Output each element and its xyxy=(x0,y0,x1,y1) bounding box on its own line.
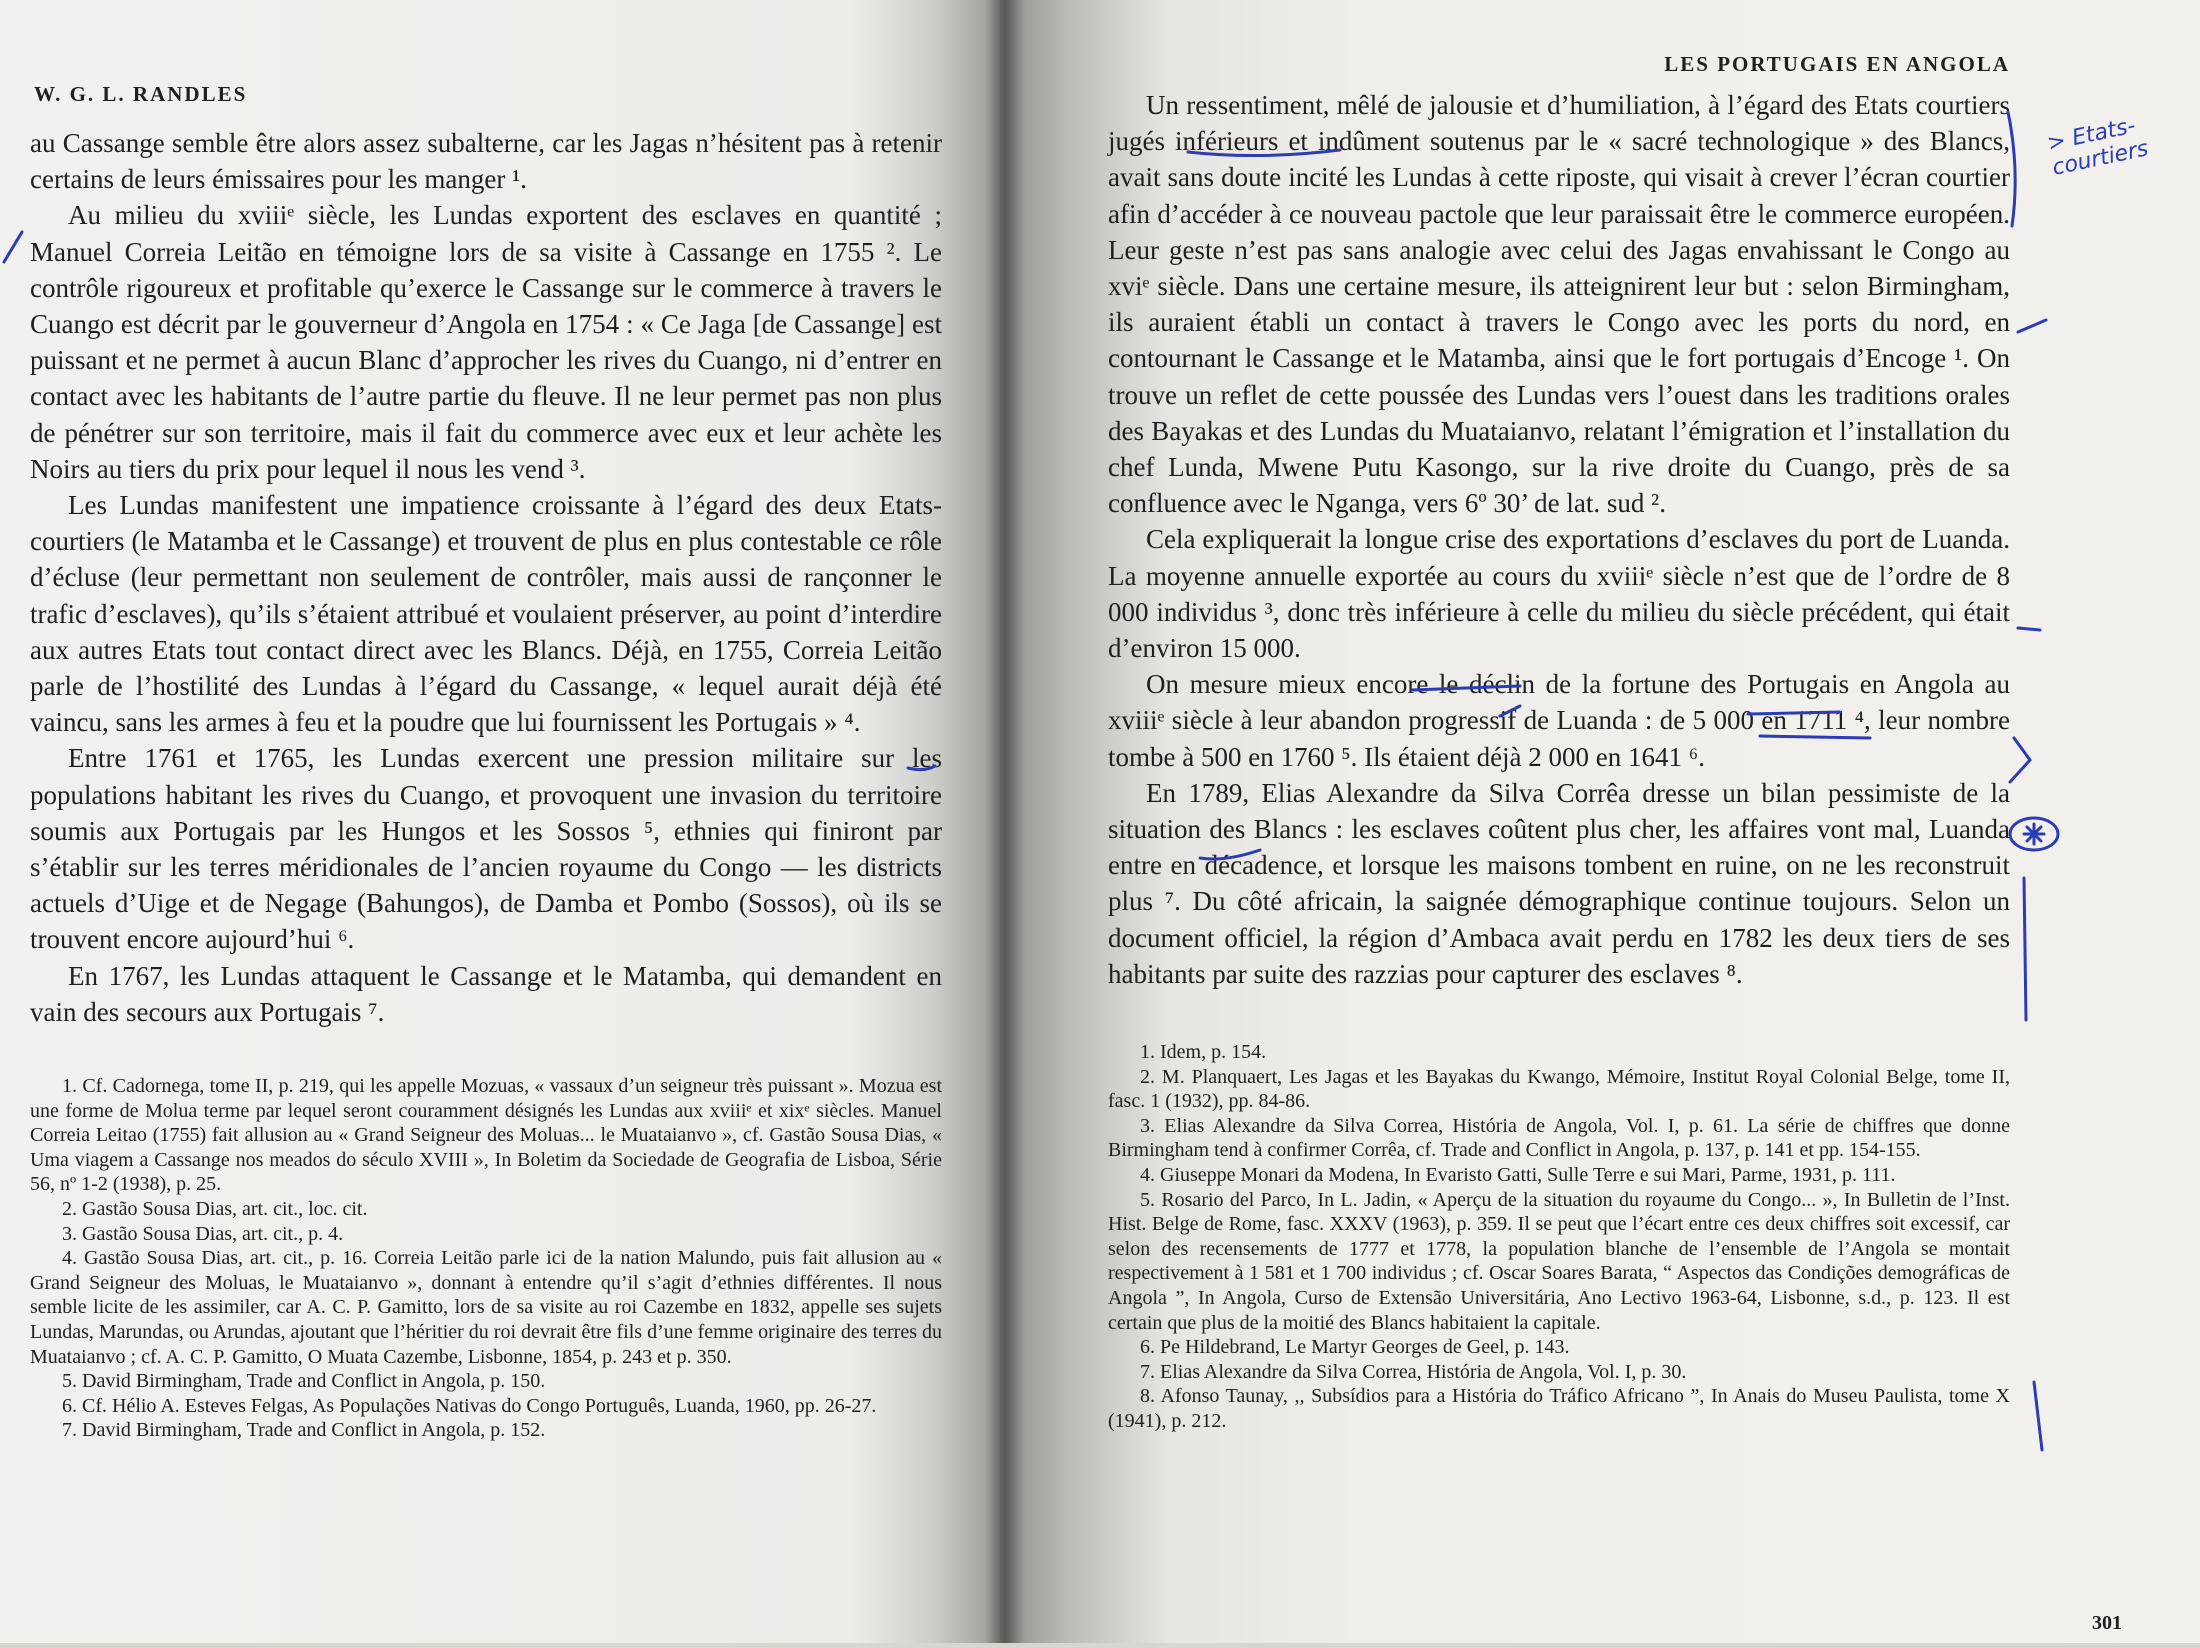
right-footnote-6: 6. Pe Hildebrand, Le Martyr Georges de Geel, p. 143. xyxy=(1140,1336,1570,1359)
left-paragraph-2: Au milieu du xviiiᵉ siècle, les Lundas exportent des esclaves en quantité ; Manuel Correia Leitão en témoigne lors de sa visite à Cassange en 1755 ². Le contrôle rigoureux et profitable qu’exerce le Cassange sur le commerce à travers le Cuango est décrit par le gouverneur d’Angola en 1754 : « Ce Jaga [de Cassange] est puissant et ne permet à aucun Blanc d’approcher les rives du Cuango, ni d’entrer en contact avec les habitants de l’autre partie du fleuve. Il ne leur permet pas non plus de pénétrer sur son territoire, mais il fait du commerce avec eux et leur achète les Noirs au tiers du prix pour lequel il nous les vend ³. xyxy=(30,200,942,484)
right-footnote-3: 3. Elias Alexandre da Silva Correa, História de Angola, Vol. I, p. 61. La série de chiffres que donne Birmingham tend à confirmer Corrêa, cf. Trade and Conflict in Angola, p. 137, p. 141 et pp. 154-155. xyxy=(1108,1114,2010,1162)
left-footnotes xyxy=(30,1074,942,1443)
right-running-head: LES PORTUGAIS EN ANGOLA xyxy=(1664,52,2010,76)
right-paragraph-2: Cela expliquerait la longue crise des exportations d’esclaves du port de Luanda. La moyenne annuelle exportée au cours du xviiiᵉ siècle n’est que de l’ordre de 8 000 individus ³, donc très inférieure à celle du milieu du siècle précédent, qui était d’environ 15 000. xyxy=(1108,524,2010,664)
right-body-text xyxy=(1108,87,2010,992)
left-footnote-1: 1. Cf. Cadornega, tome II, p. 219, qui les appelle Mozuas, « vassaux d’un seigneur très puissant ». Mozua est une forme de Molua terme par lequel seront couramment désignés les Lundas aux xviiiᵉ et xixᵉ siècles. Manuel Correia Leitao (1755) fait allusion au « Grand Seigneur des Moluas... le Muataianvo », cf. Gastão Sousa Dias, « Uma viagem a Cassange nos meados do século XVIII », In Boletim da Sociedade de Geografia de Lisboa, Série 56, nº 1-2 (1938), p. 25. xyxy=(30,1075,942,1196)
left-footnote-2: 2. Gastão Sousa Dias, art. cit., loc. cit. xyxy=(62,1198,368,1221)
left-paragraph-5: En 1767, les Lundas attaquent le Cassange et le Matamba, qui demandent en vain des secours aux Portugais ⁷. xyxy=(30,960,942,1027)
right-footnote-5: 5. Rosario del Parco, In L. Jadin, « Aperçu de la situation du royaume du Congo... », In Bulletin de l’Inst. Hist. Belge de Rome, fasc. XXXV (1963), p. 359. Il se peut que l’écart entre ces deux chiffres soit excessif, car selon des recensements de 1777 et 1778, la population blanche de l’ensemble de l’Angola se montait respectivement à 1 581 et 1 700 individus ; cf. Oscar Soares Barata, “ Aspectos das Condições demográficas de Angola ”, In Angola, Curso de Extensão Universitária, Ano Lectivo 1963-64, Lisbonne, s.d., p. 123. Il est certain que plus de la moitié des Blancs habitaient la capitale. xyxy=(1108,1188,2010,1334)
left-footnote-7: 7. David Birmingham, Trade and Conflict in Angola, p. 152. xyxy=(62,1419,546,1442)
right-footnote-2: 2. M. Planquaert, Les Jagas et les Bayakas du Kwango, Mémoire, Institut Royal Colonial Belge, tome II, fasc. 1 (1932), pp. 84-86. xyxy=(1108,1065,2010,1113)
right-footnote-4: 4. Giuseppe Monari da Modena, In Evaristo Gatti, Sulle Terre e sui Mari, Parme, 1931, p. 111. xyxy=(1140,1164,1896,1187)
left-paragraph-3: Les Lundas manifestent une impatience croissante à l’égard des deux Etats-courtiers (le Matamba et le Cassange) et trouvent de plus en plus contestable ce rôle d’écluse (leur permettant non seulement de contrôler, mais aussi de rançonner le trafic d’esclaves), qu’ils s’étaient attribué et voulaient préserver, au point d’interdire aux autres Etats tout contact direct avec les Blancs. Déjà, en 1755, Correia Leitão parle de l’hostilité des Lundas à l’égard du Cassange, « lequel aurait déjà été vaincu, sans les armes à feu et la poudre que lui fournissent les Portugais » ⁴. xyxy=(30,490,942,738)
left-footnote-6: 6. Cf. Hélio A. Esteves Felgas, As Populações Nativas do Congo Português, Luanda, 1960, pp. 26-27. xyxy=(62,1394,877,1417)
left-paragraph-4: Entre 1761 et 1765, les Lundas exercent une pression militaire sur les populations habitant les rives du Cuango, et provoquent une invasion du territoire soumis aux Portugais par les Hungos et les Sossos ⁵, ethnies qui finiront par s’établir sur les terres méridionales de l’ancien royaume du Congo — les districts actuels d’Uige et de Negage (Bahungos), de Damba et Pombo (Sossos), où ils se trouvent encore aujourd’hui ⁶. xyxy=(30,743,942,955)
left-paragraph-1: au Cassange semble être alors assez subalterne, car les Jagas n’hésitent pas à retenir certains de leurs émissaires pour les manger ¹. xyxy=(30,128,942,195)
right-page xyxy=(1000,0,2200,1643)
right-paragraph-3: On mesure mieux encore le déclin de la fortune des Portugais en Angola au xviiiᵉ siècle à leur abandon progressif de Luanda : de 5 000 en 1711 ⁴, leur nombre tombe à 500 en 1760 ⁵. Ils étaient déjà 2 000 en 1641 ⁶. xyxy=(1108,669,2010,772)
right-footnote-8: 8. Afonso Taunay, ,, Subsídios para a História do Tráfico Africano ”, In Anais do Museu Paulista, tome X (1941), p. 212. xyxy=(1108,1385,2010,1432)
page-number: 301 xyxy=(2092,1612,2122,1634)
left-footnote-3: 3. Gastão Sousa Dias, art. cit., p. 4. xyxy=(62,1222,344,1245)
book-gutter-shadow xyxy=(985,0,1025,1643)
right-footnote-1: 1. Idem, p. 154. xyxy=(1140,1041,1267,1064)
right-footnotes xyxy=(1108,1040,2010,1434)
right-paragraph-4: En 1789, Elias Alexandre da Silva Corrêa dresse un bilan pessimiste de la situation des Blancs : les esclaves coûtent plus cher, les affaires vont mal, Luanda entre en décadence, et lorsque les maisons tombent en ruine, on ne les reconstruit plus ⁷. Du côté africain, la saignée démographique continue toujours. Selon un document officiel, la région d’Ambaca avait perdu en 1782 les deux tiers de ses habitants par suite des razzias pour capturer des esclaves ⁸. xyxy=(1108,777,2010,989)
left-body-text xyxy=(30,125,942,1030)
right-paragraph-1: Un ressentiment, mêlé de jalousie et d’humiliation, à l’égard des Etats courtiers jugés inférieurs et indûment soutenus par le « sacré technologique » des Blancs, avait sans doute incité les Lundas à cette riposte, qui visait à crever l’écran courtier afin d’accéder à ce nouveau pactole que leur paraissait être le commerce européen. Leur geste n’est pas sans analogie avec celui des Jagas envahissant le Congo au xviᵉ siècle. Dans une certaine mesure, ils atteignirent leur but : selon Birmingham, ils auraient établi un contact à travers le Congo avec les ports du nord, en contournant le Cassange et le Matamba, ainsi que le fort portugais d’Encoge ¹. On trouve un reflet de cette poussée des Lundas vers l’ouest dans les traditions orales des Bayakas et des Lundas du Muataianvo, relatant l’émigration et l’installation du chef Lunda, Mwene Putu Kasongo, sur la rive droite du Cuango, près de sa confluence avec le Nganga, vers 6º 30’ de lat. sud ². xyxy=(1108,90,2010,519)
margin-note-etats-courtiers: > Etats-courtiers xyxy=(2045,113,2151,181)
right-footnote-7: 7. Elias Alexandre da Silva Correa, História de Angola, Vol. I, p. 30. xyxy=(1140,1360,1687,1383)
left-footnote-4: 4. Gastão Sousa Dias, art. cit., p. 16. Correia Leitão parle ici de la nation Malundo, puis fait allusion au « Grand Seigneur des Moluas, le Muataianvo », donnant à entendre qu’il s’agit d’ethnies différentes. Il nous semble licite de les assimiler, car A. C. P. Gamitto, lors de sa visite au roi Cazembe en 1832, appelle ses sujets Lundas, Marundas, ou Arundas, ajoutant que l’héritier du roi devrait être fils d’une femme originaire des terres du Muataianvo ; cf. A. C. P. Gamitto, O Muata Cazembe, Lisbonne, 1854, p. 243 et p. 350. xyxy=(30,1247,942,1368)
left-running-head: W. G. L. RANDLES xyxy=(34,82,248,106)
left-footnote-5: 5. David Birmingham, Trade and Conflict in Angola, p. 150. xyxy=(62,1370,546,1393)
left-page xyxy=(0,0,1000,1643)
